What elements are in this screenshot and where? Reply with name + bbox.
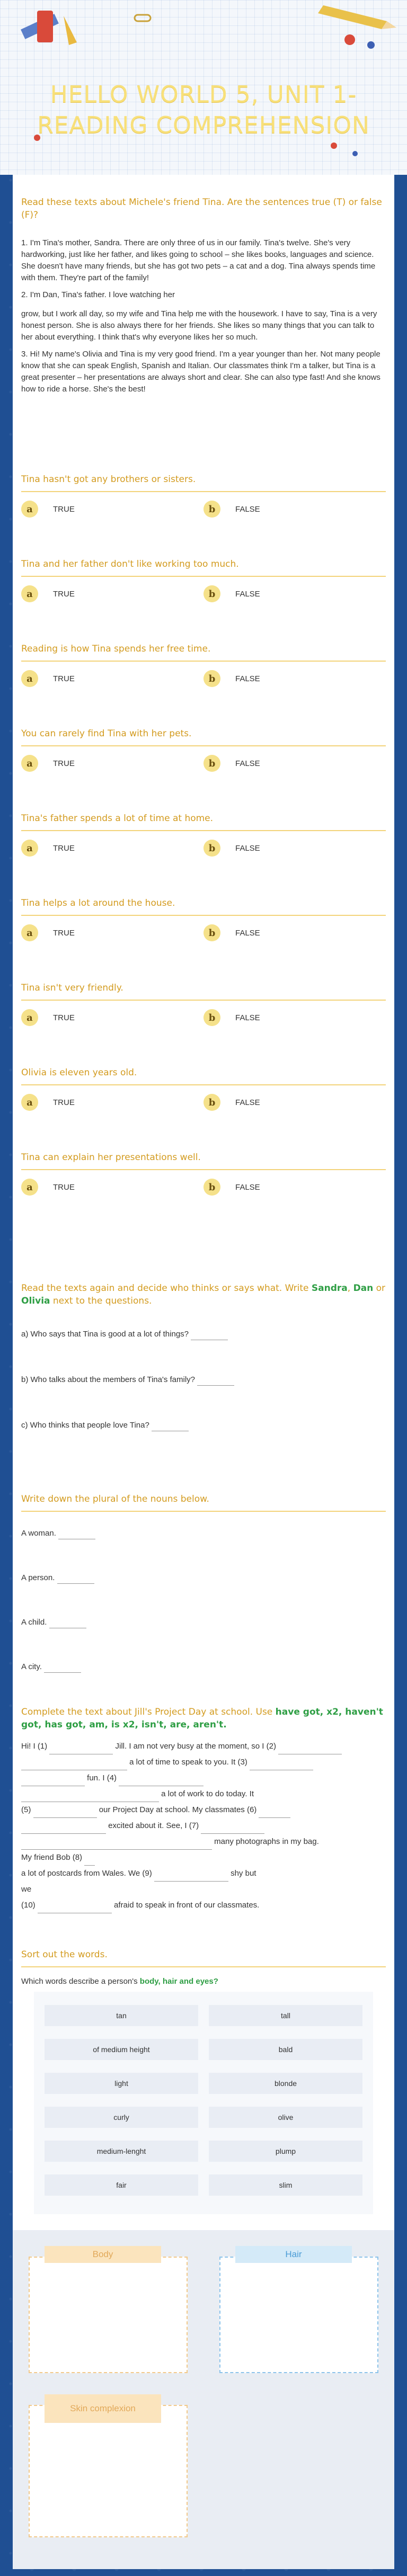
gap-6b[interactable] [21,1825,106,1834]
complete-line [21,1818,386,1834]
gap-7[interactable] [201,1825,264,1834]
sort-word-chip[interactable]: plump [209,2141,362,2162]
who-question-c-text: c) Who thinks that people love Tina? [21,1421,149,1430]
tf-question-text: You can rarely find Tina with her pets. [21,728,386,746]
dot-icon [329,140,339,151]
plural-section [21,1494,386,1673]
option-true[interactable] [21,585,204,602]
tf-options [21,501,386,518]
text: a lot of work to do today. It [161,1789,254,1798]
who-instruction-post: next to the questions. [52,1296,152,1306]
page-title: HELLO WORLD 5, UNIT 1-READING COMPREHENSION [37,81,370,139]
sort-word-chip[interactable]: slim [209,2174,362,2196]
gap-4b[interactable] [21,1793,159,1802]
option-true[interactable] [21,1009,204,1026]
tf-options [21,585,386,602]
complete-line [21,1802,386,1818]
text: (5) [21,1805,31,1814]
tf-question-text: Tina isn't very friendly. [21,983,386,1001]
option-false-label: FALSE [235,589,260,599]
complete-line [21,1897,386,1913]
tf-question [21,983,386,1026]
gap-3[interactable] [250,1761,313,1770]
option-false[interactable] [204,755,386,772]
tf-question [21,559,386,602]
answer-blank[interactable] [57,1575,94,1584]
option-false-label: FALSE [235,843,260,853]
who-question-b-text: b) Who talks about the members of Tina's family? [21,1375,196,1384]
who-instruction-pre: Read the texts again and decide who thinks or says what. Write [21,1283,309,1294]
tf-options [21,840,386,857]
text: Jill. I am not very busy at the moment, so I (2) [115,1742,276,1751]
option-letter-a[interactable]: a [21,924,38,941]
paragraph-3: 3. Hi! My name's Olivia and Tina is my very good friend. I'm a year younger than her. Not many people know that she can speak English, Spanish and Italian. Our classmates think I'm a talker, but Tina is a great presenter – her presentations are always short and clear. She can also type fast! And she knows how to ride a horse. She's the best! [21,350,381,394]
complete-line [21,1739,386,1754]
gap-6[interactable] [259,1809,290,1818]
option-false[interactable] [204,924,386,941]
option-true[interactable] [21,840,204,857]
sort-question-highlight: body, hair and eyes? [139,1977,218,1986]
option-true-label: TRUE [53,928,75,938]
option-letter-a[interactable]: a [21,1094,38,1111]
option-letter-b[interactable]: b [204,1009,220,1026]
who-question-c [21,1420,386,1431]
tf-question [21,813,386,857]
tf-question-text: Tina can explain her presentations well. [21,1152,386,1170]
option-true-label: TRUE [53,1013,75,1022]
plural-item [21,1617,386,1628]
option-true-label: TRUE [53,759,75,768]
text: a lot of postcards from Wales. We (9) [21,1869,152,1878]
option-true-label: TRUE [53,589,75,599]
who-question-b [21,1374,386,1386]
dot-icon [350,148,360,159]
plural-noun: A woman. [21,1529,56,1538]
who-question-a [21,1329,386,1340]
word-or: or [376,1283,386,1294]
tf-question [21,644,386,687]
option-letter-a[interactable]: a [21,840,38,857]
who-section [21,1282,386,1431]
drop-box-skin[interactable] [29,2405,188,2537]
sort-word-chip[interactable]: tan [45,2005,198,2026]
plural-noun: A person. [21,1573,55,1582]
text: fun. I (4) [87,1773,117,1782]
tf-question-text: Tina hasn't got any brothers or sisters. [21,474,386,492]
tf-question-text: Olivia is eleven years old. [21,1067,386,1085]
complete-word-bank: have got, x2, haven't got, has got, am, is x2, isn't, are, aren't. [21,1707,383,1730]
complete-section [21,1706,386,1913]
name-dan: Dan [353,1283,374,1294]
gap-5[interactable] [33,1809,97,1818]
text: My friend Bob (8) [21,1853,83,1862]
text: a lot of time to speak to you. It (3) [129,1758,247,1767]
drop-box-hair[interactable] [219,2257,378,2373]
answer-blank[interactable] [49,1619,86,1628]
drop-box-body[interactable] [29,2257,188,2373]
text: Hi! I (1) [21,1742,48,1751]
paragraph-2b: grow, but I work all day, so my wife and Tina help me with the housework. I have to say, Tina is a very honest person. She is also always there for her friends. She likes so many things that you can talk to her about everything. I think that's why everyone likes her so much. [21,309,377,342]
option-false-label: FALSE [235,759,260,768]
option-true[interactable] [21,670,204,687]
option-false[interactable] [204,670,386,687]
plural-instruction: Write down the plural of the nouns below. [21,1494,386,1512]
gap-10[interactable] [38,1904,112,1913]
answer-blank[interactable] [58,1530,95,1539]
option-true[interactable] [21,1094,204,1111]
gap-3b[interactable] [21,1777,85,1786]
answer-blank[interactable] [197,1377,234,1386]
tf-question-text: Reading is how Tina spends her free time. [21,644,386,662]
reading-instruction: Read these texts about Michele's friend Tina. Are the sentences true (T) or false (F)? [21,197,382,220]
option-letter-b[interactable]: b [204,585,220,602]
plural-item [21,1661,386,1673]
answer-blank[interactable] [152,1422,189,1431]
option-true[interactable] [21,1179,204,1196]
tf-question-text: Tina's father spends a lot of time at home. [21,813,386,831]
hero-header [0,0,407,175]
tf-question [21,728,386,772]
complete-text [21,1739,386,1913]
complete-line [21,1882,386,1897]
sort-word-chip[interactable]: blonde [209,2073,362,2094]
complete-instruction-pre: Complete the text about Jill's Project Day at school. Use [21,1707,273,1717]
sort-word-chip[interactable]: fair [45,2174,198,2196]
option-false-label: FALSE [235,928,260,938]
complete-line [21,1834,386,1850]
gap-2[interactable] [278,1745,342,1754]
gap-2b[interactable] [21,1761,127,1770]
complete-line [21,1850,386,1866]
option-letter-b[interactable]: b [204,840,220,857]
option-true-label: TRUE [53,843,75,853]
sort-word-chip[interactable]: of medium height [45,2039,198,2060]
paperclip-icon [132,11,154,26]
option-letter-a[interactable]: a [21,585,38,602]
option-true[interactable] [21,501,204,518]
option-true[interactable] [21,755,204,772]
option-letter-b[interactable]: b [204,1094,220,1111]
gap-9[interactable] [154,1873,228,1882]
option-false-label: FALSE [235,504,260,514]
complete-line [21,1770,386,1786]
option-letter-b[interactable]: b [204,924,220,941]
option-false[interactable] [204,501,386,518]
tf-question-text: Tina helps a lot around the house. [21,898,386,916]
option-true-label: TRUE [53,504,75,514]
option-letter-b[interactable]: b [204,501,220,518]
text: our Project Day at school. My classmates (6) [99,1805,257,1814]
option-false[interactable] [204,1094,386,1111]
sort-instruction: Sort out the words. [21,1949,386,1967]
ribbon-hair: Hair [235,2246,352,2263]
sort-section [21,1949,386,1987]
option-letter-a[interactable]: a [21,1009,38,1026]
paragraph-1: 1. I'm Tina's mother, Sandra. There are only three of us in our family. Tina's twelve. She's very hardworking, just like her father, and likes going to school – she likes books, languages and science. She doesn't have many friends, but she has got two pets – a cat and a dog. Tina always spends time with them. They're part of the family! [21,238,376,282]
sort-word-chip[interactable]: medium-lenght [45,2141,198,2162]
option-false[interactable] [204,1179,386,1196]
complete-line [21,1786,386,1802]
option-true-label: TRUE [53,1098,75,1107]
reading-section [21,196,386,395]
sort-word-chip[interactable]: tall [209,2005,362,2026]
text: afraid to speak in front of our classmates. [114,1901,260,1910]
option-true-label: TRUE [53,674,75,683]
sort-word-chip[interactable]: bald [209,2039,362,2060]
text: excited about it. See, I (7) [108,1821,199,1830]
option-letter-a[interactable]: a [21,1179,38,1196]
pencil-icon [318,0,397,53]
ribbon-body: Body [45,2246,161,2263]
option-letter-a[interactable]: a [21,501,38,518]
option-false[interactable] [204,840,386,857]
answer-blank[interactable] [191,1331,228,1340]
option-letter-a[interactable]: a [21,670,38,687]
tf-question-text: Tina and her father don't like working too much. [21,559,386,577]
gap-7b[interactable] [21,1841,212,1850]
tf-question [21,1152,386,1196]
school-supplies-icon [16,5,79,53]
complete-line [21,1866,386,1882]
option-false-label: FALSE [235,1098,260,1107]
gap-4[interactable] [119,1777,204,1786]
text: many photographs in my bag. [214,1837,319,1846]
option-false-label: FALSE [235,1182,260,1192]
ribbon-skin: Skin complexion [45,2394,161,2423]
text: we [21,1885,32,1894]
complete-instruction [21,1706,386,1731]
tf-question [21,474,386,518]
who-question-a-text: a) Who says that Tina is good at a lot of things? [21,1330,189,1339]
tf-options [21,924,386,941]
option-letter-b[interactable]: b [204,670,220,687]
tf-question [21,898,386,941]
option-letter-a[interactable]: a [21,755,38,772]
tf-options [21,1179,386,1196]
who-instruction [21,1282,386,1307]
gap-8[interactable] [84,1857,95,1866]
option-true[interactable] [21,924,204,941]
text: shy but [231,1869,256,1878]
option-letter-b[interactable]: b [204,755,220,772]
sort-question-pre: Which words describe a person's [21,1977,138,1986]
name-olivia: Olivia [21,1296,50,1306]
option-false[interactable] [204,585,386,602]
option-false[interactable] [204,1009,386,1026]
plural-noun: A city. [21,1662,42,1671]
paragraph-2a: 2. I'm Dan, Tina's father. I love watching her [21,290,175,299]
tf-question [21,1067,386,1111]
tf-options [21,670,386,687]
tf-options [21,755,386,772]
option-true-label: TRUE [53,1182,75,1192]
plural-noun: A child. [21,1618,47,1627]
tf-options [21,1009,386,1026]
gap-1[interactable] [49,1745,113,1754]
complete-line [21,1754,386,1770]
text: (10) [21,1901,36,1910]
name-sandra: Sandra [311,1283,348,1294]
option-false-label: FALSE [235,674,260,683]
sort-question [21,1976,386,1987]
option-false-label: FALSE [235,1013,260,1022]
plural-item [21,1528,386,1539]
answer-blank[interactable] [44,1664,81,1673]
comma: , [347,1283,351,1294]
plural-item [21,1572,386,1584]
tf-options [21,1094,386,1111]
sort-word-chip[interactable]: light [45,2073,198,2094]
sort-word-chip[interactable]: olive [209,2107,362,2128]
option-letter-b[interactable]: b [204,1179,220,1196]
sort-word-chip[interactable]: curly [45,2107,198,2128]
